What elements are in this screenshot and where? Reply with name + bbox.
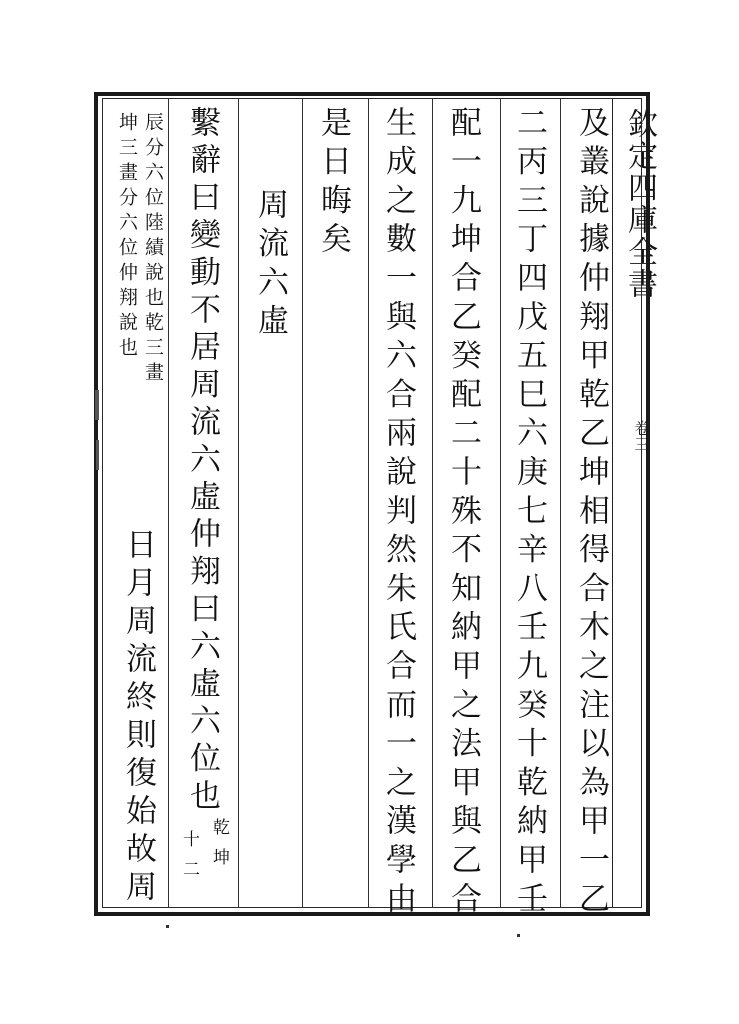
ink-speck — [95, 390, 99, 420]
commentary-column-left: 坤三畫分六位仲翔說也 — [116, 112, 138, 362]
interlinear-note: 坤 — [209, 848, 229, 865]
main-text-column: 繫辭曰變動不居周流六虛仲翔曰六虛六位也 — [184, 106, 220, 817]
ink-speck — [166, 925, 169, 928]
column-rule — [238, 99, 239, 907]
volume-label: 卷三 — [632, 420, 651, 452]
ink-speck — [96, 440, 99, 470]
column-rule — [432, 99, 433, 907]
column-rule — [168, 99, 169, 907]
commentary-column-right: 辰分六位陸績說也乾三畫 — [142, 112, 164, 387]
interlinear-note: 乾 — [209, 818, 229, 835]
inner-frame — [102, 98, 642, 908]
text-column-4: 生成之數一與六合兩說判然朱氏合而一之漢學由 — [380, 106, 416, 921]
column-rule — [302, 99, 303, 907]
section-heading: 周流六虛 — [252, 188, 288, 344]
text-column-5: 是日晦矣 — [315, 106, 351, 262]
text-column-2: 二丙三丁四戊五巳六庚七辛八壬九癸十乾納甲壬 — [511, 106, 547, 921]
fold-line — [612, 99, 613, 907]
interlinear-note: 十 — [179, 830, 199, 847]
ink-speck — [517, 934, 520, 937]
interlinear-note: 二 — [179, 860, 199, 877]
text-column-3: 配一九坤合乙癸配二十殊不知納甲之法甲與乙合 — [445, 106, 481, 921]
text-column-final: 日月周流終則復始故周 — [120, 528, 156, 908]
column-rule — [368, 99, 369, 907]
column-rule — [560, 99, 561, 907]
column-rule — [500, 99, 501, 907]
text-column-1: 及叢說據仲翔甲乾乙坤相得合木之注以為甲一乙 — [573, 106, 609, 921]
book-title: 欽定四庫全書 — [622, 108, 657, 300]
